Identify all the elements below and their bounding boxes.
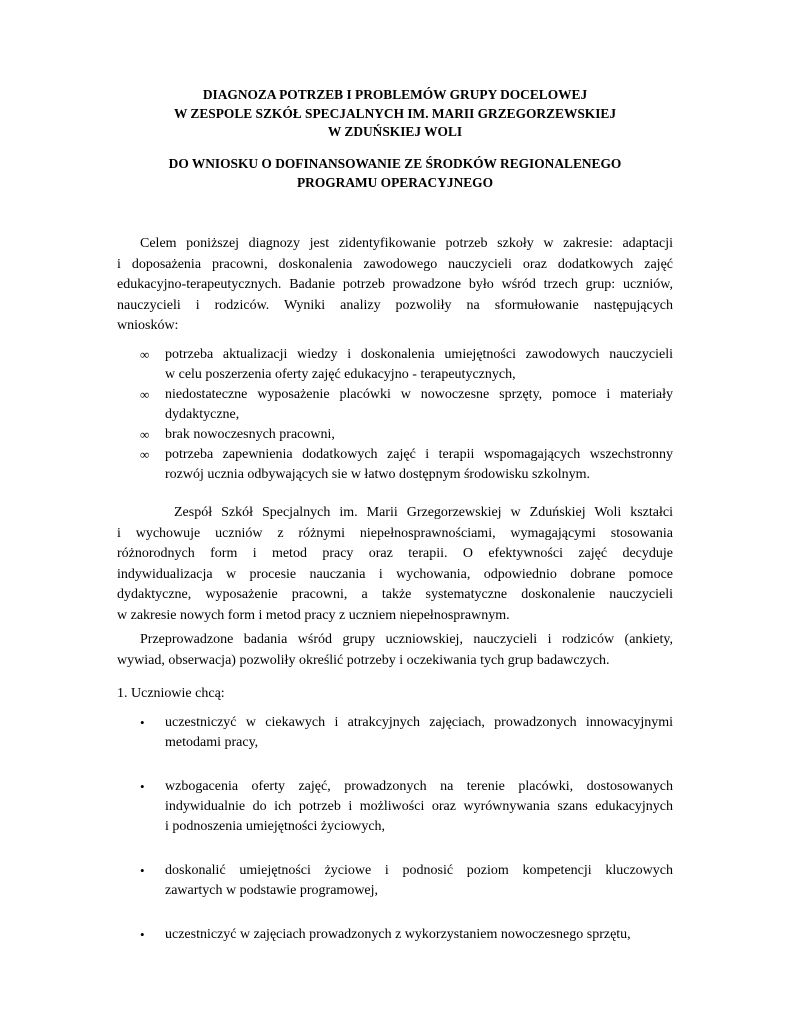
infinity-bullet-icon: ∞ [140, 447, 150, 462]
list-item-line: dydaktyczne, [165, 407, 240, 422]
list-item-line: niedostateczne wyposażenie placówki w nowoczesne sprzęty, pomoce i materiały [165, 387, 673, 402]
list-item-line: uczestniczyć w zajęciach prowadzonych z wykorzystaniem nowoczesnego sprzętu, [165, 927, 631, 942]
list-item-line: rozwój ucznia odbywających sie w łatwo dostępnym środowisku szkolnym. [165, 467, 590, 482]
list-item-line: w celu poszerzenia oferty zajęć edukacyjno - terapeutycznych, [165, 367, 516, 382]
intro-paragraph [117, 234, 673, 337]
conclusions-list [140, 345, 673, 485]
list-item [140, 925, 673, 945]
bullet-icon: • [140, 863, 145, 878]
list-item-line: i podnoszenia umiejętności życiowych, [165, 819, 386, 834]
infinity-bullet-icon: ∞ [140, 387, 150, 402]
title-line: DIAGNOZA POTRZEB I PROBLEMÓW GRUPY DOCELOWEJ [202, 87, 588, 102]
list-item-line: potrzeba aktualizacji wiedzy i doskonalenia umiejętności zawodowych nauczycieli [165, 347, 673, 362]
bullet-icon: • [140, 927, 145, 942]
paragraph-line: wywiad, obserwacja) pozwoliły określić potrzeby i oczekiwania tych grup badawczych. [117, 652, 610, 668]
paragraph-line: Celem poniższej diagnozy jest zidentyfikowanie potrzeb szkoły w zakresie: adaptacji [140, 236, 673, 251]
list-item-line: uczestniczyć w ciekawych i atrakcyjnych zajęciach, prowadzonych innowacyjnymi [165, 715, 673, 730]
title-line: W ZESPOLE SZKÓŁ SPECJALNYCH IM. MARII GRZEGORZEWSKIEJ [173, 105, 617, 121]
paragraph-line: wniosków: [117, 318, 179, 334]
paragraph-line: i doposażenia pracowni, doskonalenia zawodowego nauczycieli oraz dodatkowych zajęć [117, 256, 673, 272]
document-title [117, 86, 673, 142]
research-paragraph [117, 630, 673, 671]
title-line: W ZDUŃSKIEJ WOLI [327, 124, 463, 139]
subtitle-line: PROGRAMU OPERACYJNEGO [296, 174, 493, 190]
school-paragraph [117, 503, 673, 627]
paragraph-line: Zespół Szkół Specjalnych im. Marii Grzegorzewskiej w Zduńskiej Woli kształci [174, 505, 673, 520]
students-list [140, 713, 673, 945]
list-item [140, 777, 673, 837]
paragraph-line: edukacyjno-terapeutycznych. Badanie potrzeb prowadzone było wśród trzech grup: uczniów, [117, 277, 673, 293]
bullet-icon: • [140, 779, 145, 794]
paragraph-line: w zakresie nowych form i metod pracy z uczniem niepełnosprawnym. [117, 607, 510, 623]
list-item [140, 345, 673, 385]
list-item [140, 445, 673, 485]
infinity-bullet-icon: ∞ [140, 427, 150, 442]
subtitle-line: DO WNIOSKU O DOFINANSOWANIE ZE ŚRODKÓW REGIONALENEGO [168, 156, 622, 171]
list-item [140, 425, 673, 445]
document-subtitle [117, 155, 673, 192]
paragraph-line: indywidualizacja w procesie nauczania i wychowania, odpowiednio dobrane pomoce [117, 566, 673, 582]
bullet-icon: • [140, 715, 145, 730]
paragraph-line: różnorodnych form i metod pracy oraz terapii. O efektywności zajęć decyduje [117, 546, 673, 562]
list-item [140, 861, 673, 901]
paragraph-line: dydaktyczne, wyposażenie pracowni, a także systematyczne doskonalenie nauczycieli [117, 587, 673, 603]
list-item-line: brak nowoczesnych pracowni, [165, 427, 335, 442]
list-item-line: doskonalić umiejętności życiowe i podnosić poziom kompetencji kluczowych [165, 863, 673, 878]
paragraph-line: Przeprowadzone badania wśród grupy uczniowskiej, nauczycieli i rodziców (ankiety, [140, 632, 673, 647]
list-item [140, 385, 673, 425]
paragraph-line: nauczycieli i rodziców. Wyniki analizy pozwoliły na sformułowanie następujących [117, 297, 673, 313]
list-item-line: zawartych w podstawie programowej, [165, 883, 379, 898]
list-item-line: indywidualnie do ich potrzeb i możliwości oraz wyrównywania szans edukacyjnych [165, 799, 673, 814]
list-item-line: metodami pracy, [165, 735, 259, 750]
list-item-line: wzbogacenia oferty zajęć, prowadzonych na terenie placówki, dostosowanych [165, 779, 673, 794]
infinity-bullet-icon: ∞ [140, 347, 150, 362]
list-item-line: potrzeba zapewnienia dodatkowych zajęć i terapii wspomagających wszechstronny [165, 447, 673, 462]
students-heading: 1. Uczniowie chcą: [117, 686, 225, 701]
paragraph-line: i wychowuje uczniów z różnymi niepełnosprawnościami, wymagającymi stosowania [117, 525, 673, 541]
list-item [140, 713, 673, 753]
